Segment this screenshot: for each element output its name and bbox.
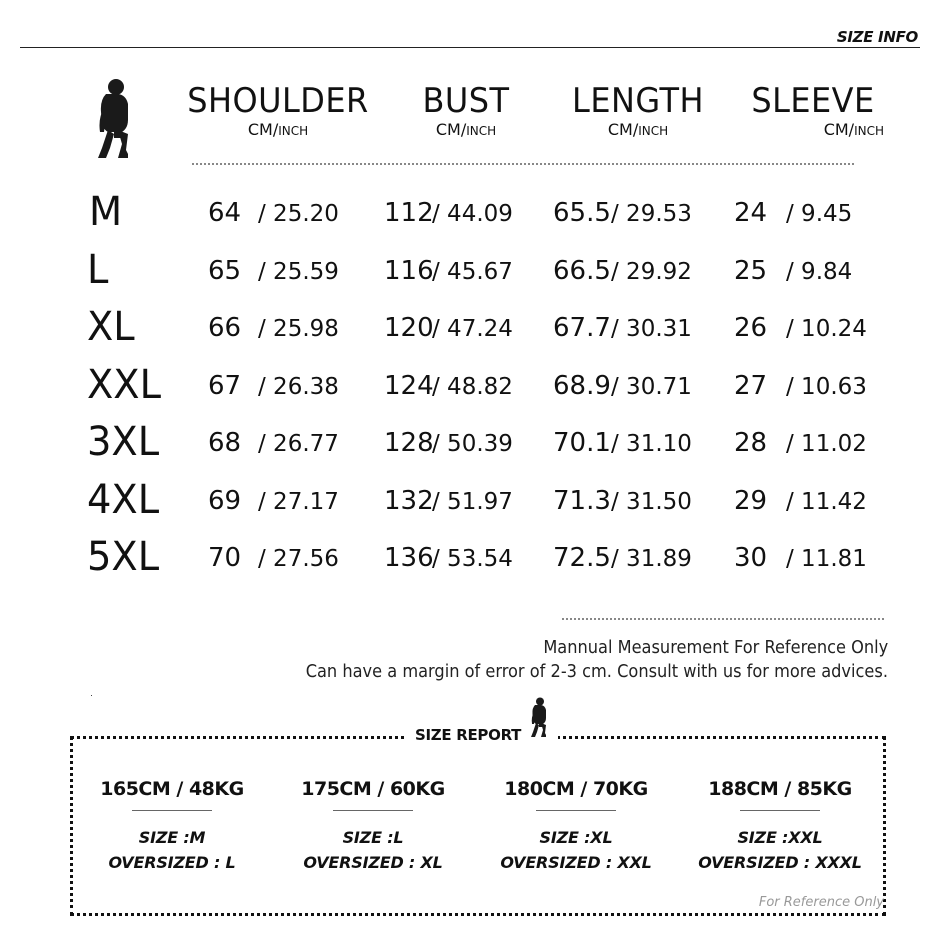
column-header-bust xyxy=(388,82,544,139)
profile-oversized: OVERSIZED : XXL xyxy=(500,853,652,872)
inch-text: / 10.24 xyxy=(786,316,867,342)
unit-cm: CM/ xyxy=(247,120,279,139)
length-inch-value xyxy=(611,259,692,285)
unit-inch: INCH xyxy=(466,124,497,138)
header-dotted-divider xyxy=(192,163,854,165)
inch-text: / 27.17 xyxy=(258,488,339,515)
length-inch-value xyxy=(611,201,692,227)
inch-text: / 11.02 xyxy=(786,431,867,457)
header-divider xyxy=(20,47,920,48)
unit-cm: CM/ xyxy=(607,120,639,139)
profile-oversized: OVERSIZED : L xyxy=(108,853,236,872)
margin-note: Can have a margin of error of 2-3 cm. Consult with us for more advices. xyxy=(305,661,888,682)
inch-text: / 9.45 xyxy=(786,201,853,227)
size-label: 3XL xyxy=(87,419,160,465)
bust-inch-value xyxy=(432,201,513,227)
inch-text: / 29.53 xyxy=(611,201,692,227)
sleeve-cm-value xyxy=(734,256,767,286)
cm-text: 112 xyxy=(384,198,434,228)
cm-text: 24 xyxy=(734,198,768,228)
inch-text: / 50.39 xyxy=(432,431,513,457)
column-unit xyxy=(558,120,718,139)
bust-inch-value xyxy=(432,431,513,457)
shoulder-inch-value xyxy=(258,374,339,400)
cm-text: 66 xyxy=(208,313,242,343)
column-unit xyxy=(180,120,376,139)
sleeve-cm-value xyxy=(734,371,767,401)
profile-size: SIZE :L xyxy=(342,828,404,847)
sleeve-cm-value xyxy=(734,543,767,573)
cm-text: 70.1 xyxy=(553,428,611,458)
cm-text: 30 xyxy=(734,543,768,573)
sleeve-inch-value xyxy=(786,259,852,285)
size-profile xyxy=(481,778,671,875)
shoulder-cm-value xyxy=(208,198,241,228)
inch-text: / 30.31 xyxy=(611,316,692,342)
cm-text: 70 xyxy=(208,543,242,573)
measurement-note: Mannual Measurement For Reference Only xyxy=(543,637,888,658)
profile-size: SIZE :XXL xyxy=(737,828,823,847)
shoulder-cm-value xyxy=(208,371,241,401)
inch-text: / 25.20 xyxy=(258,201,339,227)
profile-height-weight: 175CM / 60KG xyxy=(301,778,445,800)
size-label: 5XL xyxy=(87,534,160,580)
length-inch-value xyxy=(611,546,692,572)
unit-cm: CM/ xyxy=(823,120,855,139)
unit-cm: CM/ xyxy=(435,120,467,139)
walking-figure-icon xyxy=(528,694,552,742)
inch-text: / 9.84 xyxy=(786,258,853,285)
inch-text: / 51.97 xyxy=(432,488,513,515)
sleeve-cm-value xyxy=(734,313,767,343)
cm-text: 25 xyxy=(734,255,768,286)
cm-text: 128 xyxy=(384,428,434,458)
inch-text: / 11.42 xyxy=(786,488,867,515)
profile-divider xyxy=(132,810,212,811)
profile-height-weight: 165CM / 48KG xyxy=(100,778,244,800)
bust-cm-value xyxy=(384,486,434,516)
unit-inch: INCH xyxy=(278,124,309,138)
sleeve-inch-value xyxy=(786,431,867,457)
length-cm-value xyxy=(553,543,611,573)
shoulder-inch-value xyxy=(258,431,339,457)
inch-text: / 44.09 xyxy=(432,201,513,227)
inch-text: / 48.82 xyxy=(432,373,513,400)
cm-text: 26 xyxy=(734,313,768,343)
shoulder-cm-value xyxy=(208,256,241,286)
inch-text: / 26.38 xyxy=(258,373,339,400)
inch-text: / 47.24 xyxy=(432,316,513,342)
length-inch-value xyxy=(611,431,692,457)
inch-text: / 29.92 xyxy=(611,258,692,285)
length-cm-value xyxy=(553,313,611,343)
sleeve-inch-value xyxy=(786,316,867,342)
bust-cm-value xyxy=(384,371,434,401)
cm-text: 27 xyxy=(734,370,768,401)
shoulder-cm-value xyxy=(208,313,241,343)
profile-divider xyxy=(740,810,820,811)
cm-text: 29 xyxy=(734,485,768,516)
unit-inch: INCH xyxy=(638,124,669,138)
column-header-shoulder xyxy=(180,82,376,139)
length-cm-value xyxy=(553,256,611,286)
notes-dotted-divider xyxy=(562,618,884,620)
column-header-length xyxy=(558,82,718,139)
profile-divider xyxy=(536,810,616,811)
sleeve-inch-value xyxy=(786,546,867,572)
inch-text: / 53.54 xyxy=(432,546,513,572)
shoulder-cm-value xyxy=(208,543,241,573)
cm-text: 68 xyxy=(208,428,242,458)
cm-text: 120 xyxy=(384,313,434,343)
bust-inch-value xyxy=(432,259,513,285)
cm-text: 69 xyxy=(208,485,242,516)
cm-text: 71.3 xyxy=(553,485,611,516)
size-profile xyxy=(278,778,468,875)
sleeve-inch-value xyxy=(786,201,852,227)
profile-oversized: OVERSIZED : XXXL xyxy=(698,853,862,872)
length-cm-value xyxy=(553,486,611,516)
cm-text: 66.5 xyxy=(553,255,611,286)
length-inch-value xyxy=(611,489,692,515)
cm-text: 67 xyxy=(208,370,242,401)
shoulder-inch-value xyxy=(258,489,339,515)
profile-size: SIZE :XL xyxy=(539,828,613,847)
shoulder-inch-value xyxy=(258,201,339,227)
length-cm-value xyxy=(553,198,611,228)
length-cm-value xyxy=(553,428,611,458)
bust-inch-value xyxy=(432,546,513,572)
stray-dot xyxy=(91,695,92,696)
bust-inch-value xyxy=(432,316,513,342)
inch-text: / 45.67 xyxy=(432,258,513,285)
walking-figure-icon xyxy=(92,78,140,162)
column-title: BUST xyxy=(422,81,510,121)
cm-text: 72.5 xyxy=(553,543,611,573)
length-inch-value xyxy=(611,374,692,400)
column-title: LENGTH xyxy=(572,81,704,121)
shoulder-inch-value xyxy=(258,546,339,572)
inch-text: / 25.59 xyxy=(258,258,339,285)
bust-inch-value xyxy=(432,374,513,400)
shoulder-inch-value xyxy=(258,259,339,285)
bust-inch-value xyxy=(432,489,513,515)
inch-text: / 27.56 xyxy=(258,546,339,572)
inch-text: / 10.63 xyxy=(786,373,867,400)
cm-text: 65.5 xyxy=(553,198,611,228)
cm-text: 132 xyxy=(384,485,434,516)
sleeve-cm-value xyxy=(734,198,767,228)
size-profile xyxy=(77,778,267,875)
sleeve-inch-value xyxy=(786,374,867,400)
size-label: XL xyxy=(87,304,135,350)
profile-oversized: OVERSIZED : XL xyxy=(303,853,443,872)
length-cm-value xyxy=(553,371,611,401)
shoulder-cm-value xyxy=(208,486,241,516)
size-label: XXL xyxy=(87,361,162,408)
cm-text: 136 xyxy=(384,543,434,573)
inch-text: / 26.77 xyxy=(258,431,339,457)
size-label: 4XL xyxy=(87,476,160,523)
inch-text: / 11.81 xyxy=(786,546,867,572)
inch-text: / 25.98 xyxy=(258,316,339,342)
inch-text: / 30.71 xyxy=(611,373,692,400)
sleeve-inch-value xyxy=(786,489,867,515)
profile-height-weight: 188CM / 85KG xyxy=(708,778,852,800)
cm-text: 28 xyxy=(734,428,768,458)
column-header-sleeve xyxy=(742,82,884,139)
profile-height-weight: 180CM / 70KG xyxy=(504,778,648,800)
bust-cm-value xyxy=(384,428,434,458)
inch-text: / 31.89 xyxy=(611,546,692,572)
inch-text: / 31.50 xyxy=(611,488,692,515)
size-label: M xyxy=(89,189,123,235)
bust-cm-value xyxy=(384,198,434,228)
column-title: SHOULDER xyxy=(187,81,369,121)
column-unit xyxy=(742,120,884,139)
column-unit xyxy=(388,120,544,139)
inch-text: / 31.10 xyxy=(611,431,692,457)
bust-cm-value xyxy=(384,543,434,573)
cm-text: 67.7 xyxy=(553,313,611,343)
cm-text: 116 xyxy=(384,255,434,286)
cm-text: 65 xyxy=(208,255,242,286)
cm-text: 68.9 xyxy=(553,370,611,401)
shoulder-cm-value xyxy=(208,428,241,458)
size-label: L xyxy=(87,246,109,293)
profile-size: SIZE :M xyxy=(138,828,206,847)
profile-divider xyxy=(333,810,413,811)
bust-cm-value xyxy=(384,313,434,343)
reference-footnote: For Reference Only xyxy=(758,895,884,910)
column-title: SLEEVE xyxy=(751,81,875,121)
cm-text: 124 xyxy=(384,370,434,401)
cm-text: 64 xyxy=(208,198,242,228)
bust-cm-value xyxy=(384,256,434,286)
size-report-title: SIZE REPORT xyxy=(415,726,522,744)
unit-inch: INCH xyxy=(854,124,884,138)
shoulder-inch-value xyxy=(258,316,339,342)
header-title: SIZE INFO xyxy=(836,28,918,46)
sleeve-cm-value xyxy=(734,486,767,516)
size-profile xyxy=(685,778,875,875)
sleeve-cm-value xyxy=(734,428,767,458)
length-inch-value xyxy=(611,316,692,342)
